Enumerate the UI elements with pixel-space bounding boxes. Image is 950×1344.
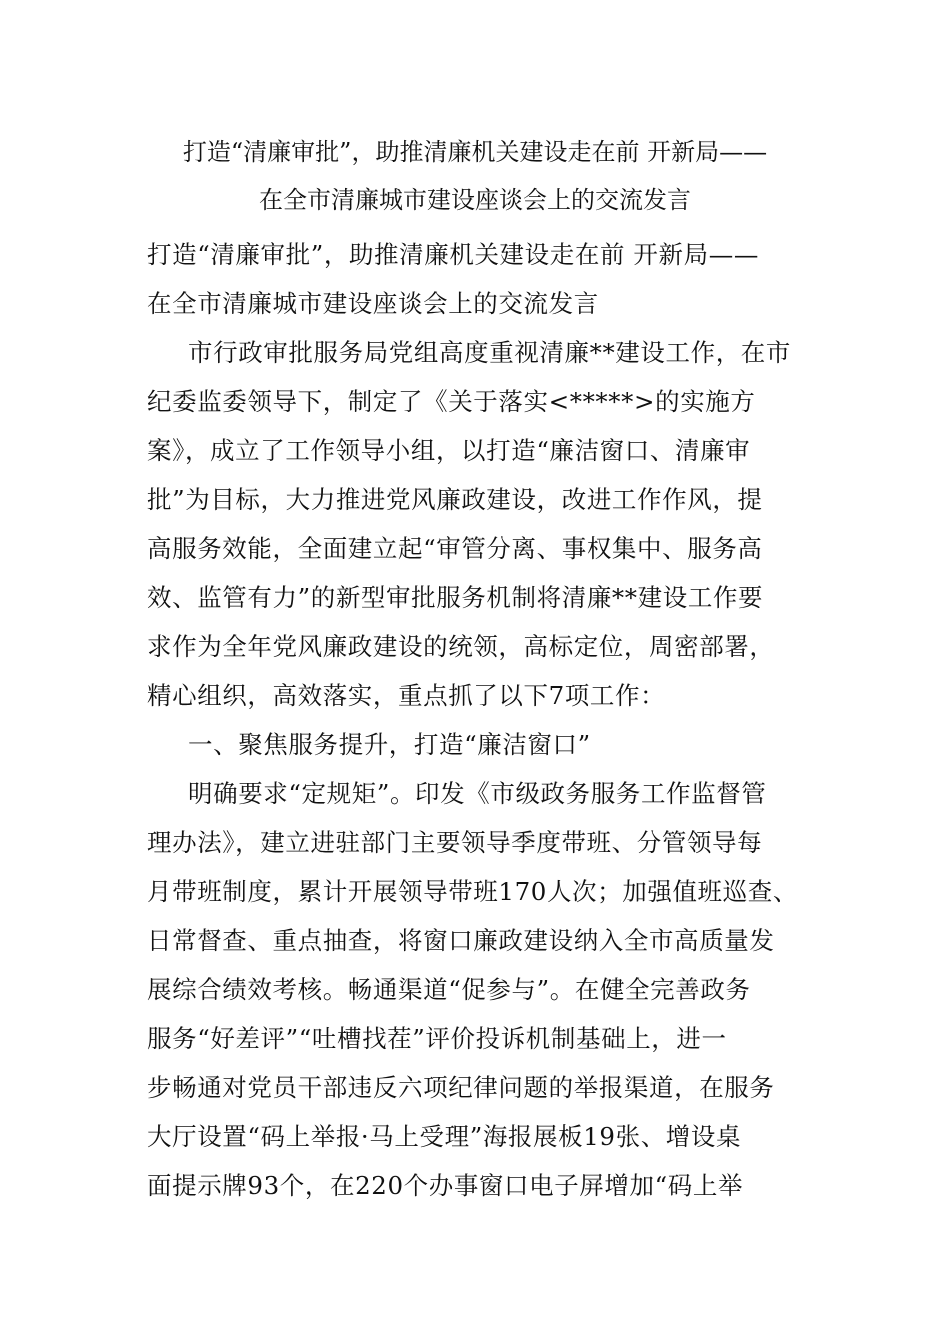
document-title-line-1: 打造“清廉审批”，助推清廉机关建设走在前 开新局—— [182, 138, 768, 166]
paragraph-line: 高服务效能，全面建立起“审管分离、事权集中、服务高 [147, 534, 763, 563]
document-title-line-2: 在全市清廉城市建设座谈会上的交流发言 [259, 186, 691, 214]
paragraph-line: 明确要求“定规矩”。印发《市级政务服务工作监督管 [188, 779, 767, 808]
paragraph-line: 理办法》，建立进驻部门主要领导季度带班、分管领导每 [147, 828, 763, 857]
paragraph-line: 服务“好差评”“吐槽找茬”评价投诉机制基础上，进一 [147, 1024, 727, 1053]
paragraph-line: 步畅通对党员干部违反六项纪律问题的举报渠道，在服务 [147, 1073, 775, 1102]
body-repeated-title-line-2: 在全市清廉城市建设座谈会上的交流发言 [147, 289, 599, 318]
paragraph-line: 精心组织，高效落实，重点抓了以下7项工作： [147, 681, 666, 710]
paragraph-line: 案》，成立了工作领导小组，以打造“廉洁窗口、清廉审 [147, 436, 751, 465]
paragraph-line: 大厅设置“码上举报·马上受理”海报展板19张、增设桌 [147, 1122, 742, 1151]
paragraph-line: 纪委监委领导下，制定了《关于落实<*****>的实施方 [147, 387, 756, 416]
paragraph-line: 求作为全年党风廉政建设的统领，高标定位，周密部署， [147, 632, 775, 661]
paragraph-line: 面提示牌93个，在220个办事窗口电子屏增加“码上举 [147, 1171, 744, 1200]
section-heading-1: 一、聚焦服务提升，打造“廉洁窗口” [188, 730, 591, 759]
body-repeated-title-line-1: 打造“清廉审批”，助推清廉机关建设走在前 开新局—— [147, 240, 759, 269]
paragraph-line: 展综合绩效考核。畅通渠道“促参与”。在健全完善政务 [147, 975, 751, 1004]
paragraph-line: 日常督查、重点抽查，将窗口廉政建设纳入全市高质量发 [147, 926, 775, 955]
paragraph-line: 市行政审批服务局党组高度重视清廉**建设工作，在市 [188, 338, 791, 367]
paragraph-line: 效、监管有力”的新型审批服务机制将清廉**建设工作要 [147, 583, 764, 612]
paragraph-line: 月带班制度，累计开展领导带班170人次；加强值班巡查、 [147, 877, 798, 906]
document-body [147, 230, 827, 1210]
paragraph-line: 批”为目标，大力推进党风廉政建设，改进工作作风，提 [147, 485, 763, 514]
